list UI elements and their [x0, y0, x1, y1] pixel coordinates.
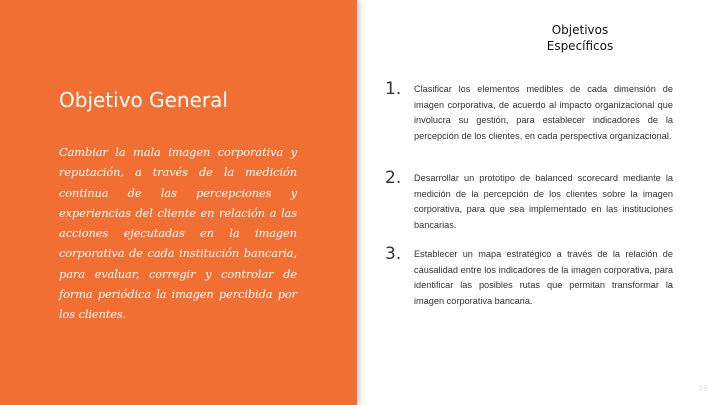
objective-text: Clasificar los elementos medibles de cada dimensión de imagen corporativa, de acuerdo al impacto organizacional que involucra su gestión, para establecer indicadores de la percepción de los clientes, en cada perspectiva organizacional. — [414, 84, 673, 142]
specific-objectives-title — [520, 22, 640, 54]
objective-text: Establecer un mapa estratégico a través de la relación de causalidad entre los indicadores de la imagen corporativa, para identificar las posibles rutas que permitan transformar la imagen corporativa bancaria. — [414, 249, 673, 307]
specific-objectives-title-line1: Objetivos — [551, 23, 609, 37]
specific-objectives-title-line2: Específicos — [546, 39, 614, 53]
objective-text: Desarrollar un prototipo de balanced scorecard mediante la medición de la percepción de los clientes sobre la imagen corporativa, para que sea implementado en las instituciones bancarias. — [414, 173, 673, 231]
objective-number: 2. — [385, 168, 402, 188]
objective-number: 1. — [385, 79, 402, 99]
objective-number: 3. — [385, 244, 402, 264]
general-objective-title: Objetivo General — [59, 88, 228, 112]
left-panel — [0, 0, 357, 405]
general-objective-text: Cambiar la mala imagen corporativa y reputación, a través de la medición continua de las percepciones y experiencias del cliente en relación a las acciones ejecutadas en la imagen corporativa de cada institución bancaria, para evaluar, corregir y controlar de forma periódica la imagen percibida por los clientes. — [59, 145, 297, 322]
page-number: 49 — [697, 384, 708, 393]
